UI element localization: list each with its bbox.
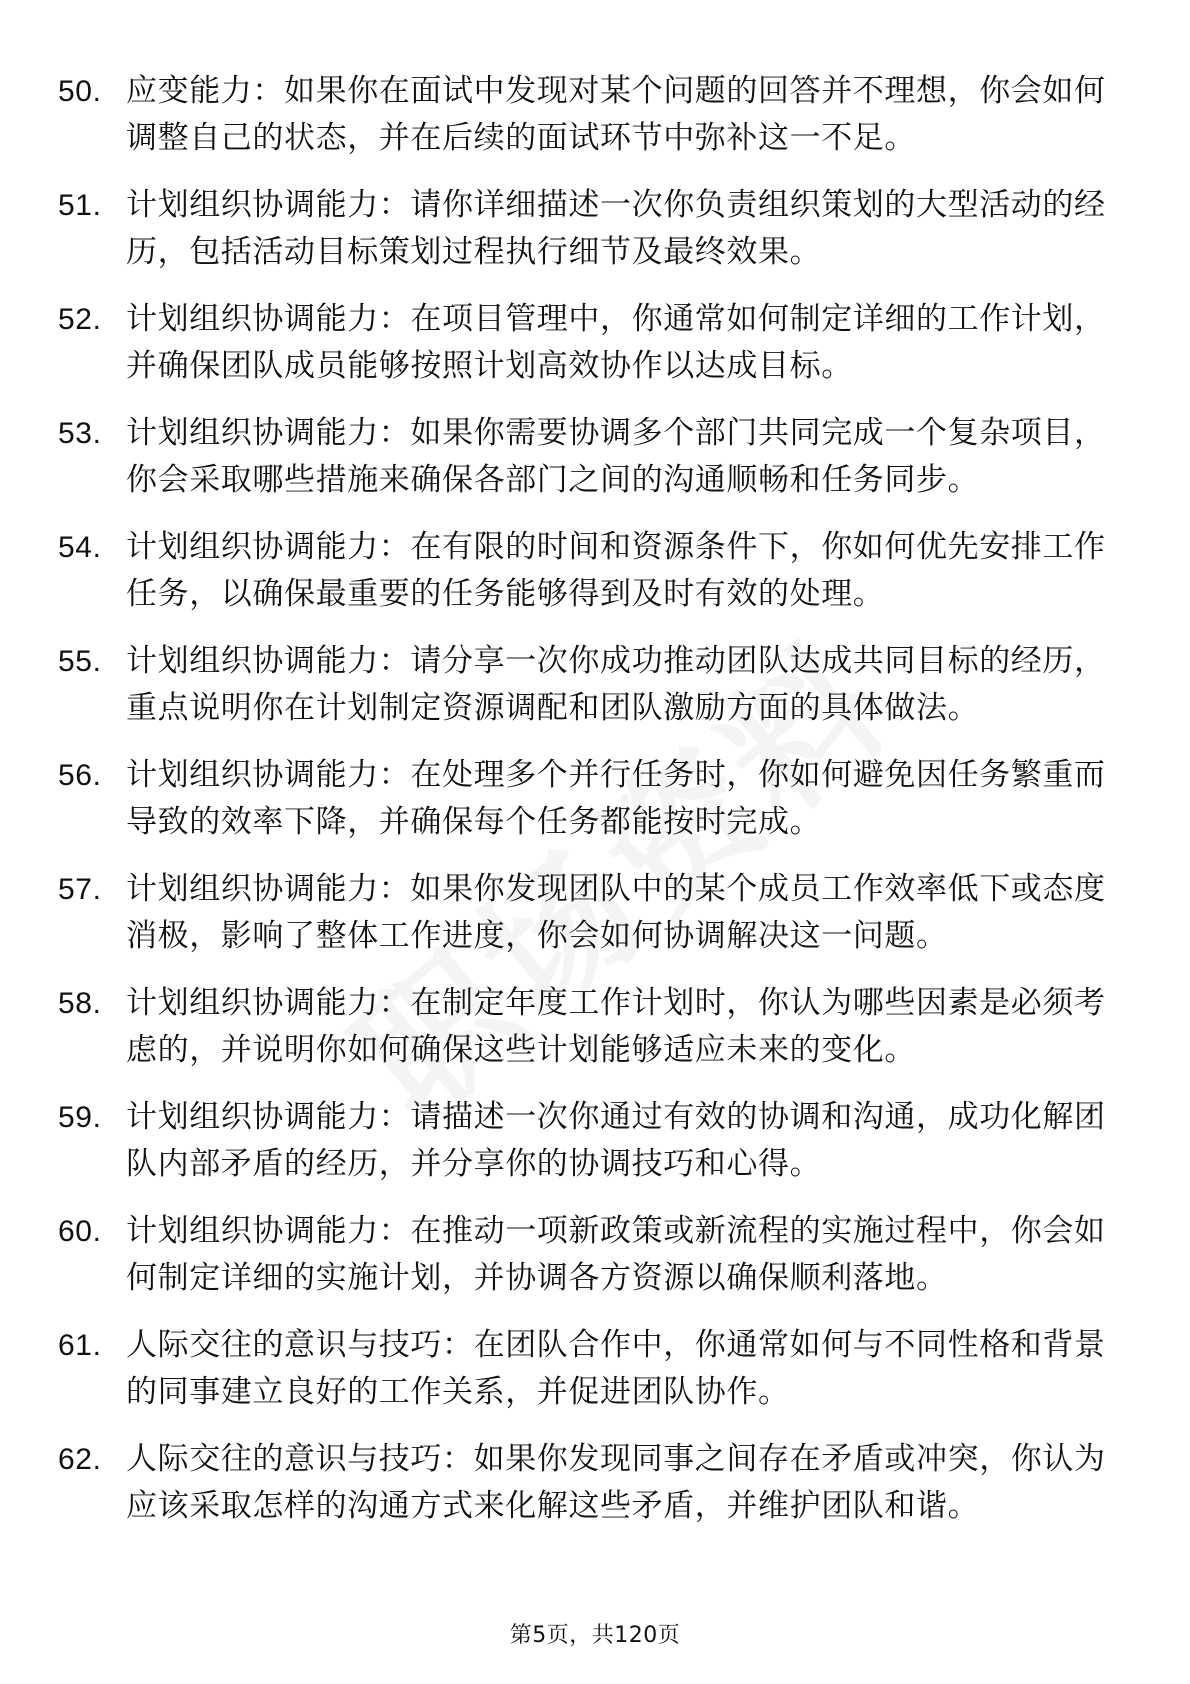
question-list — [58, 68, 1118, 1550]
question-text: 计划组织协调能力：在处理多个并行任务时，你如何避免因任务繁重而导致的效率下降，并确保每个任务都能按时完成。 — [126, 757, 1106, 840]
question-item — [58, 410, 1118, 504]
question-number: 51. — [58, 189, 102, 222]
question-item — [58, 752, 1118, 846]
question-text: 计划组织协调能力：如果你需要协调多个部门共同完成一个复杂项目，你会采取哪些措施来确保各部门之间的沟通顺畅和任务同步。 — [126, 415, 1106, 498]
question-text: 人际交往的意识与技巧：如果你发现同事之间存在矛盾或冲突，你认为应该采取怎样的沟通方式来化解这些矛盾，并维护团队和谐。 — [126, 1441, 1106, 1524]
question-text: 应变能力：如果你在面试中发现对某个问题的回答并不理想，你会如何调整自己的状态，并在后续的面试环节中弥补这一不足。 — [126, 73, 1106, 156]
question-number: 58. — [58, 987, 102, 1020]
question-number: 60. — [58, 1215, 102, 1248]
question-number: 56. — [58, 759, 102, 792]
question-text: 计划组织协调能力：在推动一项新政策或新流程的实施过程中，你会如何制定详细的实施计划，并协调各方资源以确保顺利落地。 — [126, 1213, 1106, 1296]
question-item — [58, 866, 1118, 960]
question-text: 计划组织协调能力：在制定年度工作计划时，你认为哪些因素是必须考虑的，并说明你如何确保这些计划能够适应未来的变化。 — [126, 985, 1106, 1068]
question-number: 62. — [58, 1443, 102, 1476]
question-number: 52. — [58, 303, 102, 336]
question-item — [58, 1208, 1118, 1302]
question-number: 59. — [58, 1101, 102, 1134]
question-item — [58, 980, 1118, 1074]
question-item — [58, 1094, 1118, 1188]
question-text: 计划组织协调能力：请描述一次你通过有效的协调和沟通，成功化解团队内部矛盾的经历，并分享你的协调技巧和心得。 — [126, 1099, 1106, 1182]
question-item — [58, 296, 1118, 390]
question-item — [58, 182, 1118, 276]
page-footer: 第5页，共120页 — [509, 1623, 681, 1648]
question-text: 计划组织协调能力：在项目管理中，你通常如何制定详细的工作计划，并确保团队成员能够按照计划高效协作以达成目标。 — [126, 301, 1106, 384]
question-item — [58, 68, 1118, 162]
question-number: 61. — [58, 1329, 102, 1362]
question-text: 计划组织协调能力：在有限的时间和资源条件下，你如何优先安排工作任务，以确保最重要的任务能够得到及时有效的处理。 — [126, 529, 1106, 612]
question-number: 55. — [58, 645, 102, 678]
question-text: 计划组织协调能力：如果你发现团队中的某个成员工作效率低下或态度消极，影响了整体工作进度，你会如何协调解决这一问题。 — [126, 871, 1106, 954]
question-text: 计划组织协调能力：请你详细描述一次你负责组织策划的大型活动的经历，包括活动目标策划过程执行细节及最终效果。 — [126, 187, 1106, 270]
question-number: 53. — [58, 417, 102, 450]
question-item — [58, 1436, 1118, 1530]
question-item — [58, 638, 1118, 732]
question-number: 54. — [58, 531, 102, 564]
question-text: 人际交往的意识与技巧：在团队合作中，你通常如何与不同性格和背景的同事建立良好的工作关系，并促进团队协作。 — [126, 1327, 1106, 1410]
question-number: 50. — [58, 75, 102, 108]
question-item — [58, 1322, 1118, 1416]
question-number: 57. — [58, 873, 102, 906]
question-item — [58, 524, 1118, 618]
question-text: 计划组织协调能力：请分享一次你成功推动团队达成共同目标的经历，重点说明你在计划制定资源调配和团队激励方面的具体做法。 — [126, 643, 1106, 726]
